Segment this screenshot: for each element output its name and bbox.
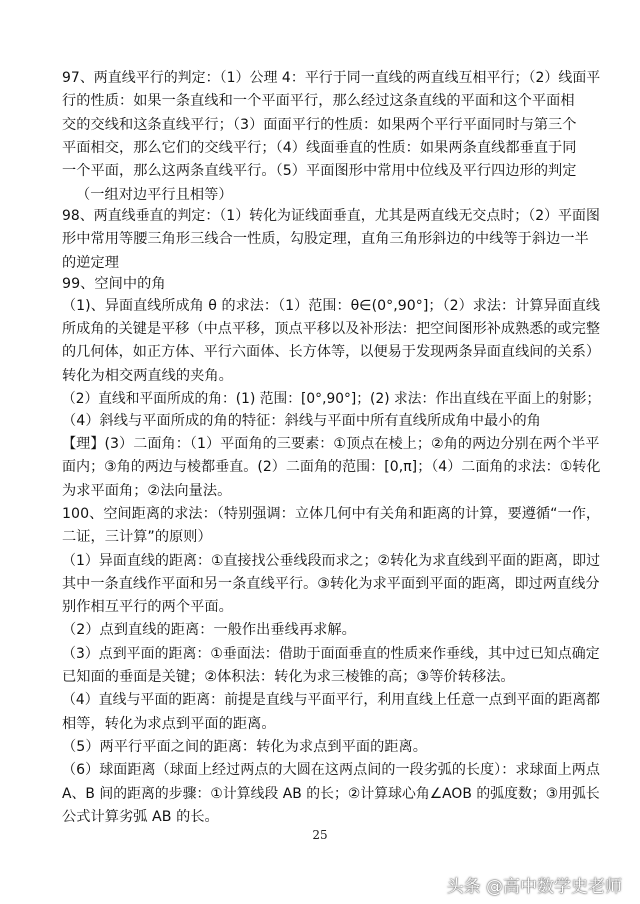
text-line: 面内；③角的两边与棱都垂直。(2）二面角的范围：[0,π]；（4）二面角的求法：①转化 <box>62 459 601 475</box>
text-line: （1）异面直线的距离：①直接找公垂线段而求之；②转化为求直线到平面的距离，即过 <box>62 553 601 569</box>
text-line: 【理】(3）二面角：（1）平面角的三要素：①顶点在棱上；②角的两边分别在两个半平 <box>62 436 600 452</box>
text-line: 98、两直线垂直的判定：（1）转化为证线面垂直，尤其是两直线无交点时；（2）平面图 <box>62 208 600 224</box>
text-line: 一个平面，那么这两条直线平行。（5）平面图形中常用中位线及平行四边形的判定 <box>62 163 577 179</box>
page-number: 25 <box>312 828 328 842</box>
text-line: 平面相交，那么它们的交线平行；（4）线面垂直的性质：如果两条直线都垂直于同 <box>62 140 577 156</box>
text-line: A、B 间的距离的步骤：①计算线段 AB 的长；②计算球心角∠AOB 的弧度数；③用弧长 <box>62 786 600 802</box>
text-line: 所成角的关键是平移（中点平移，顶点平移以及补形法：把空间图形补成熟悉的或完整 <box>62 321 601 337</box>
text-line: 交的交线和这条直线平行；（3）面面平行的性质：如果两个平行平面同时与第三个 <box>62 117 577 133</box>
text-line: （2）点到直线的距离：一般作出垂线再求解。 <box>62 622 356 638</box>
text-line: 转化为相交两直线的夹角。 <box>62 368 233 384</box>
text-line: 二证，三计算”的原则） <box>62 529 212 545</box>
text-line: （一组对边平行且相等） <box>76 187 233 203</box>
text-line: （4）斜线与平面所成的角的特征：斜线与平面中所有直线所成角中最小的角 <box>62 413 541 429</box>
text-line: （1)、异面直线所成角 θ 的求法：（1）范围：θ∈(0°,90°]；（2）求法：计算异面直线 <box>62 298 600 314</box>
text-line: 其中一条直线作平面和另一条直线平行。③转化为求平面到平面的距离，即过两直线分 <box>62 576 600 592</box>
text-line: 公式计算劣弧 AB 的长。 <box>62 809 219 825</box>
text-line: （5）两平行平面之间的距离：转化为求点到平面的距离。 <box>62 739 428 755</box>
text-line: 为求平面角；②法向量法。 <box>62 483 232 499</box>
text-line: 97、两直线平行的判定：（1）公理 4：平行于同一直线的两直线互相平行；（2）线面平 <box>62 70 601 86</box>
text-line: 已知面的垂面是关键；②体积法：转化为求三棱锥的高；③等价转移法。 <box>62 669 515 685</box>
text-line: （3）点到平面的距离：①垂面法：借助于面面垂直的性质来作垂线，其中过已知点确定 <box>62 646 600 662</box>
text-line: 的逆定理 <box>62 255 119 271</box>
text-line: （4）直线与平面的距离：前提是直线与平面平行，利用直线上任意一点到平面的距离都 <box>62 692 601 708</box>
text-line: 行的性质：如果一条直线和一个平面平行，那么经过这条直线的平面和这个平面相 <box>62 93 575 109</box>
watermark: 头条 @高中数学史老师 <box>446 877 622 897</box>
text-line: 99、空间中的角 <box>62 276 166 292</box>
text-line: 相等，转化为求点到平面的距离。 <box>62 716 276 732</box>
text-line: 别作相互平行的两个平面。 <box>62 599 233 615</box>
text-line: （2）直线和平面所成的角：(1) 范围：[0°,90°]；(2) 求法：作出直线在平面上的射影； <box>62 391 601 407</box>
text-line: 100、空间距离的求法：（特别强调：立体几何中有关角和距离的计算，要遵循“一作， <box>62 506 601 522</box>
text-line: 形中常用等腰三角形三线合一性质，勾股定理，直角三角形斜边的中线等于斜边一半 <box>62 231 589 247</box>
text-line: （6）球面距离（球面上经过两点的大圆在这两点间的一段劣弧的长度）：求球面上两点 <box>62 762 601 778</box>
text-line: 的几何体，如正方体、平行六面体、长方体等，以便易于发现两条异面直线间的关系） <box>62 344 601 360</box>
